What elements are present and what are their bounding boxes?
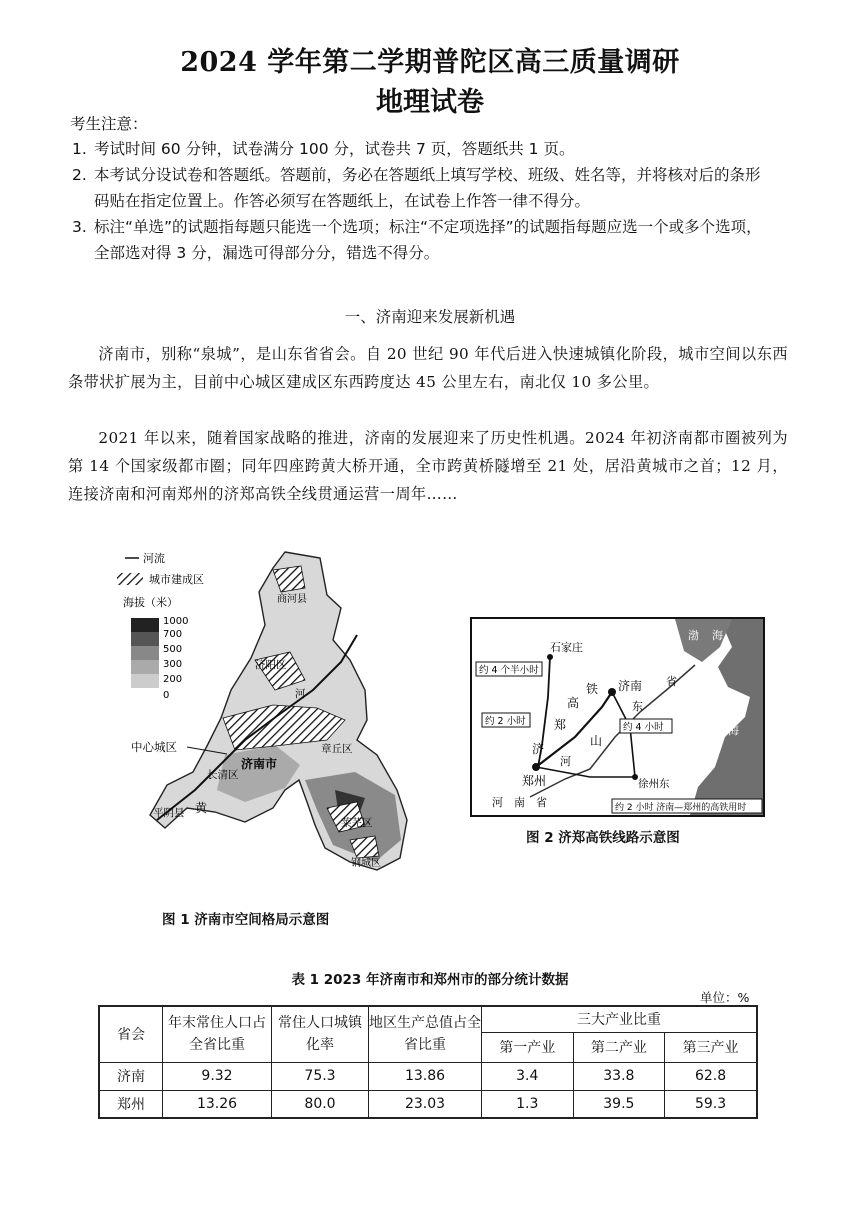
notice-item-number: 2. [72, 166, 87, 184]
label-zhengzhou: 郑州 [522, 774, 547, 788]
label-shijiazhuang: 石家庄 [550, 641, 583, 654]
figure2-caption: 图 2 济郑高铁线路示意图 [526, 830, 680, 846]
label-henan: 河 南 省 [492, 796, 547, 809]
exam-title: 2024 学年第二学期普陀区高三质量调研 [180, 47, 680, 78]
label-time-2a: 约 2 小时 [485, 716, 526, 727]
elev-swatch-500 [131, 646, 159, 660]
header-gdp: 地区生产总值占全省比重 [369, 1006, 482, 1062]
cell-p3: 62.8 [665, 1062, 757, 1090]
notice-item-2 [72, 162, 792, 214]
cell-name: 郑州 [99, 1090, 163, 1118]
jinan-map [95, 540, 450, 900]
cell-p2: 39.5 [573, 1090, 665, 1118]
label-river-he: 河 [295, 688, 306, 700]
header-tertiary: 第三产业 [665, 1032, 757, 1062]
table-row [99, 1090, 757, 1118]
label-laiwu: 莱芜区 [341, 817, 373, 829]
label-bohai-2: 海 [712, 629, 723, 642]
label-tie: 铁 [586, 682, 599, 696]
label-shanghe: 商河县 [277, 594, 307, 605]
cell-urban: 80.0 [272, 1090, 369, 1118]
label-time-4: 约 4 小时 [623, 722, 664, 733]
elev-label: 1000 [163, 616, 189, 627]
section-paragraph-2: 2021 年以来，随着国家战略的推进，济南的发展迎来了历史性机遇。2024 年初济南都市圈被列为第 14 个国家级都市圈；同年四座跨黄大桥开通，全市跨黄桥隧增至 21 处，居沿黄城市之首；12 月，连接济南和河南郑州的济郑高铁全线贯通运营一周年…… [68, 429, 788, 503]
label-river-he: 河 [560, 755, 571, 768]
section-paragraph-1: 济南市，别称“泉城”，是山东省省会。自 20 世纪 90 年代后进入快速城镇化阶段，城市空间以东西条带状扩展为主，目前中心城区建成区东西跨度达 45 公里左右，南北仅 10 多公里。 [68, 345, 788, 391]
legend-builtup: 城市建成区 [149, 573, 204, 586]
figure1-caption: 图 1 济南市空间格局示意图 [162, 912, 330, 928]
label-xuzhoudong: 徐州东 [638, 778, 670, 790]
legend-elevation-title: 海拔（米） [123, 596, 178, 609]
header-province: 省会 [99, 1006, 163, 1062]
exam-subtitle: 地理试卷 [376, 87, 484, 118]
cell-p1: 3.4 [482, 1062, 574, 1090]
cell-gdp: 13.86 [369, 1062, 482, 1090]
elev-swatch-300 [131, 660, 159, 674]
label-zhangqiu: 章丘区 [321, 743, 353, 755]
cell-name: 济南 [99, 1062, 163, 1090]
label-pingyin: 平阴县 [153, 807, 185, 819]
header-industry-group: 三大产业比重 [482, 1006, 758, 1032]
notice-item-number: 3. [72, 218, 87, 236]
elev-label: 0 [163, 690, 170, 701]
table-row [99, 1062, 757, 1090]
cell-pop: 9.32 [163, 1062, 272, 1090]
stats-table [98, 1005, 758, 1119]
elev-label: 700 [163, 629, 183, 640]
header-urbanization: 常住人口城镇化率 [272, 1006, 369, 1062]
label-sheng: 省 [666, 675, 677, 688]
elev-label: 500 [163, 644, 183, 655]
label-jinan: 济南 [618, 679, 643, 693]
cell-p2: 33.8 [573, 1062, 665, 1090]
label-gao: 高 [567, 696, 580, 710]
label-jiyang: 济阳区 [255, 659, 287, 671]
elev-swatch-1000 [131, 618, 159, 632]
header-population: 年末常住人口占全省比重 [163, 1006, 272, 1062]
label-time-4half: 约 4 个半小时 [479, 665, 539, 676]
label-ji: 济 [532, 742, 545, 756]
cell-p3: 59.3 [665, 1090, 757, 1118]
label-river-huang: 黄 [195, 801, 208, 815]
table-unit: 单位：% [700, 990, 750, 1005]
jinan-dot [608, 688, 616, 696]
label-jinan: 济南市 [241, 757, 278, 771]
shijiazhuang-dot [547, 654, 553, 660]
legend-river: 河流 [143, 552, 165, 565]
map-legend [117, 551, 204, 701]
label-huanghai-1: 黄 [706, 724, 717, 737]
label-center: 中心城区 [131, 740, 177, 754]
notice-item-text: 考试时间 60 分钟，试卷满分 100 分，试卷共 7 页，答题纸共 1 页。 [94, 140, 575, 158]
cell-gdp: 23.03 [369, 1090, 482, 1118]
table-header-row [99, 1006, 757, 1032]
cell-p1: 1.3 [482, 1090, 574, 1118]
elev-label: 200 [163, 674, 183, 685]
header-primary: 第一产业 [482, 1032, 574, 1062]
label-huanghai-2: 海 [728, 724, 739, 737]
builtup-legend-swatch [117, 573, 143, 585]
elev-swatch-700 [131, 632, 159, 646]
notice-item-text: 本考试分设试卷和答题纸。答题前，务必在答题纸上填写学校、班级、姓名等，并将核对后的条形码贴在指定位置上。作答必须写在答题纸上，在试卷上作答一律不得分。 [94, 166, 761, 210]
elev-label: 300 [163, 659, 183, 670]
zhengzhou-dot [532, 763, 540, 771]
label-changqing: 长清区 [207, 769, 239, 781]
label-bottom-note: 约 2 小时 济南—郑州的高铁用时 [615, 803, 747, 813]
notice-item-text: 标注“单选”的试题指每题只能选一个选项；标注“不定项选择”的试题指每题应选一个或多个选项，全部选对得 3 分，漏选可得部分分，错选不得分。 [94, 218, 762, 262]
label-bohai: 渤 [688, 629, 699, 642]
label-zheng: 郑 [554, 718, 567, 732]
label-dong: 东 [632, 700, 643, 713]
notice-heading: 考生注意： [70, 115, 148, 133]
notice-item-number: 1. [72, 140, 87, 158]
label-shan: 山 [590, 734, 603, 748]
railway-map [470, 617, 765, 817]
elev-swatch-200 [131, 674, 159, 688]
cell-pop: 13.26 [163, 1090, 272, 1118]
notice-item-3 [72, 214, 792, 266]
header-secondary: 第二产业 [573, 1032, 665, 1062]
cell-urban: 75.3 [272, 1062, 369, 1090]
table-caption: 表 1 2023 年济南市和郑州市的部分统计数据 [291, 972, 569, 988]
notice-item-1 [72, 136, 792, 162]
section-title: 一、济南迎来发展新机遇 [344, 308, 516, 326]
label-gangcheng: 钢城区 [351, 858, 381, 869]
